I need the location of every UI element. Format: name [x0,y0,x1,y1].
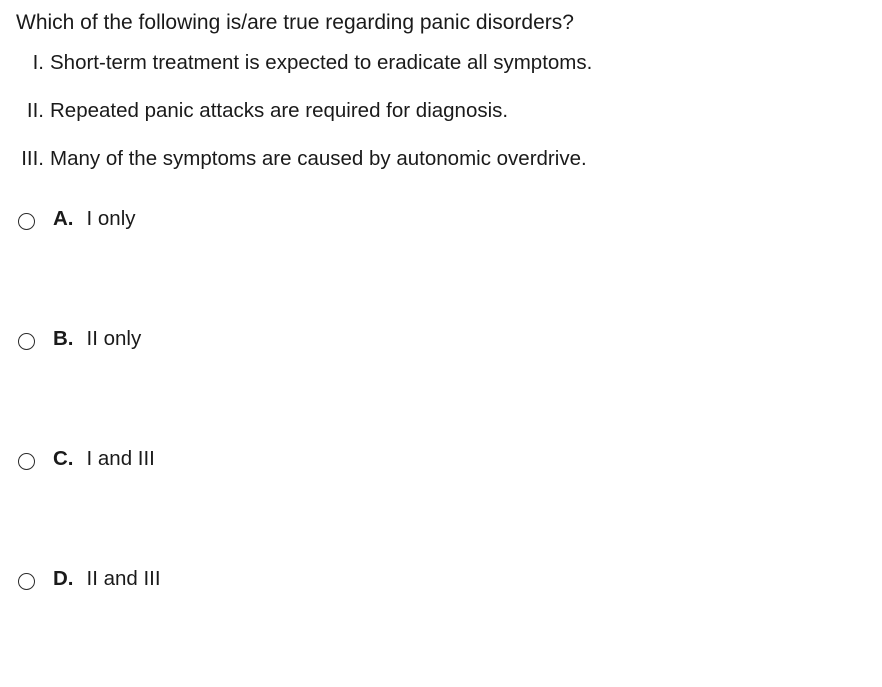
option-letter-b: B. [53,326,74,350]
option-row-b[interactable] [0,327,882,447]
option-letter-a: A. [53,206,74,230]
radio-button-c[interactable] [18,453,35,470]
statement-numeral: I. [32,50,44,74]
option-text-c: I and III [86,446,155,470]
radio-button-a[interactable] [18,213,35,230]
radio-button-b[interactable] [18,333,35,350]
option-letter-d: D. [53,566,74,590]
option-text-b: II only [86,326,142,350]
option-text-d: II and III [86,566,161,590]
option-row-d[interactable] [0,567,882,687]
option-row-c[interactable] [0,447,882,567]
option-row-a[interactable] [0,207,882,327]
statement-list [0,50,882,173]
option-text-a: I only [86,206,136,230]
question-stem: Which of the following is/are true regarding panic disorders? [16,11,574,34]
statement-numeral: III. [21,147,44,171]
statement-text: Repeated panic attacks are required for diagnosis. [50,99,509,123]
option-letter-c: C. [53,446,74,470]
statement-item [0,146,882,172]
statement-text: Short-term treatment is expected to eradicate all symptoms. [50,50,593,74]
statement-item [0,98,882,124]
answer-options [0,207,882,687]
radio-button-d[interactable] [18,573,35,590]
statement-text: Many of the symptoms are caused by autonomic overdrive. [50,147,587,171]
statement-numeral: II. [26,99,44,123]
statement-item [0,50,882,76]
